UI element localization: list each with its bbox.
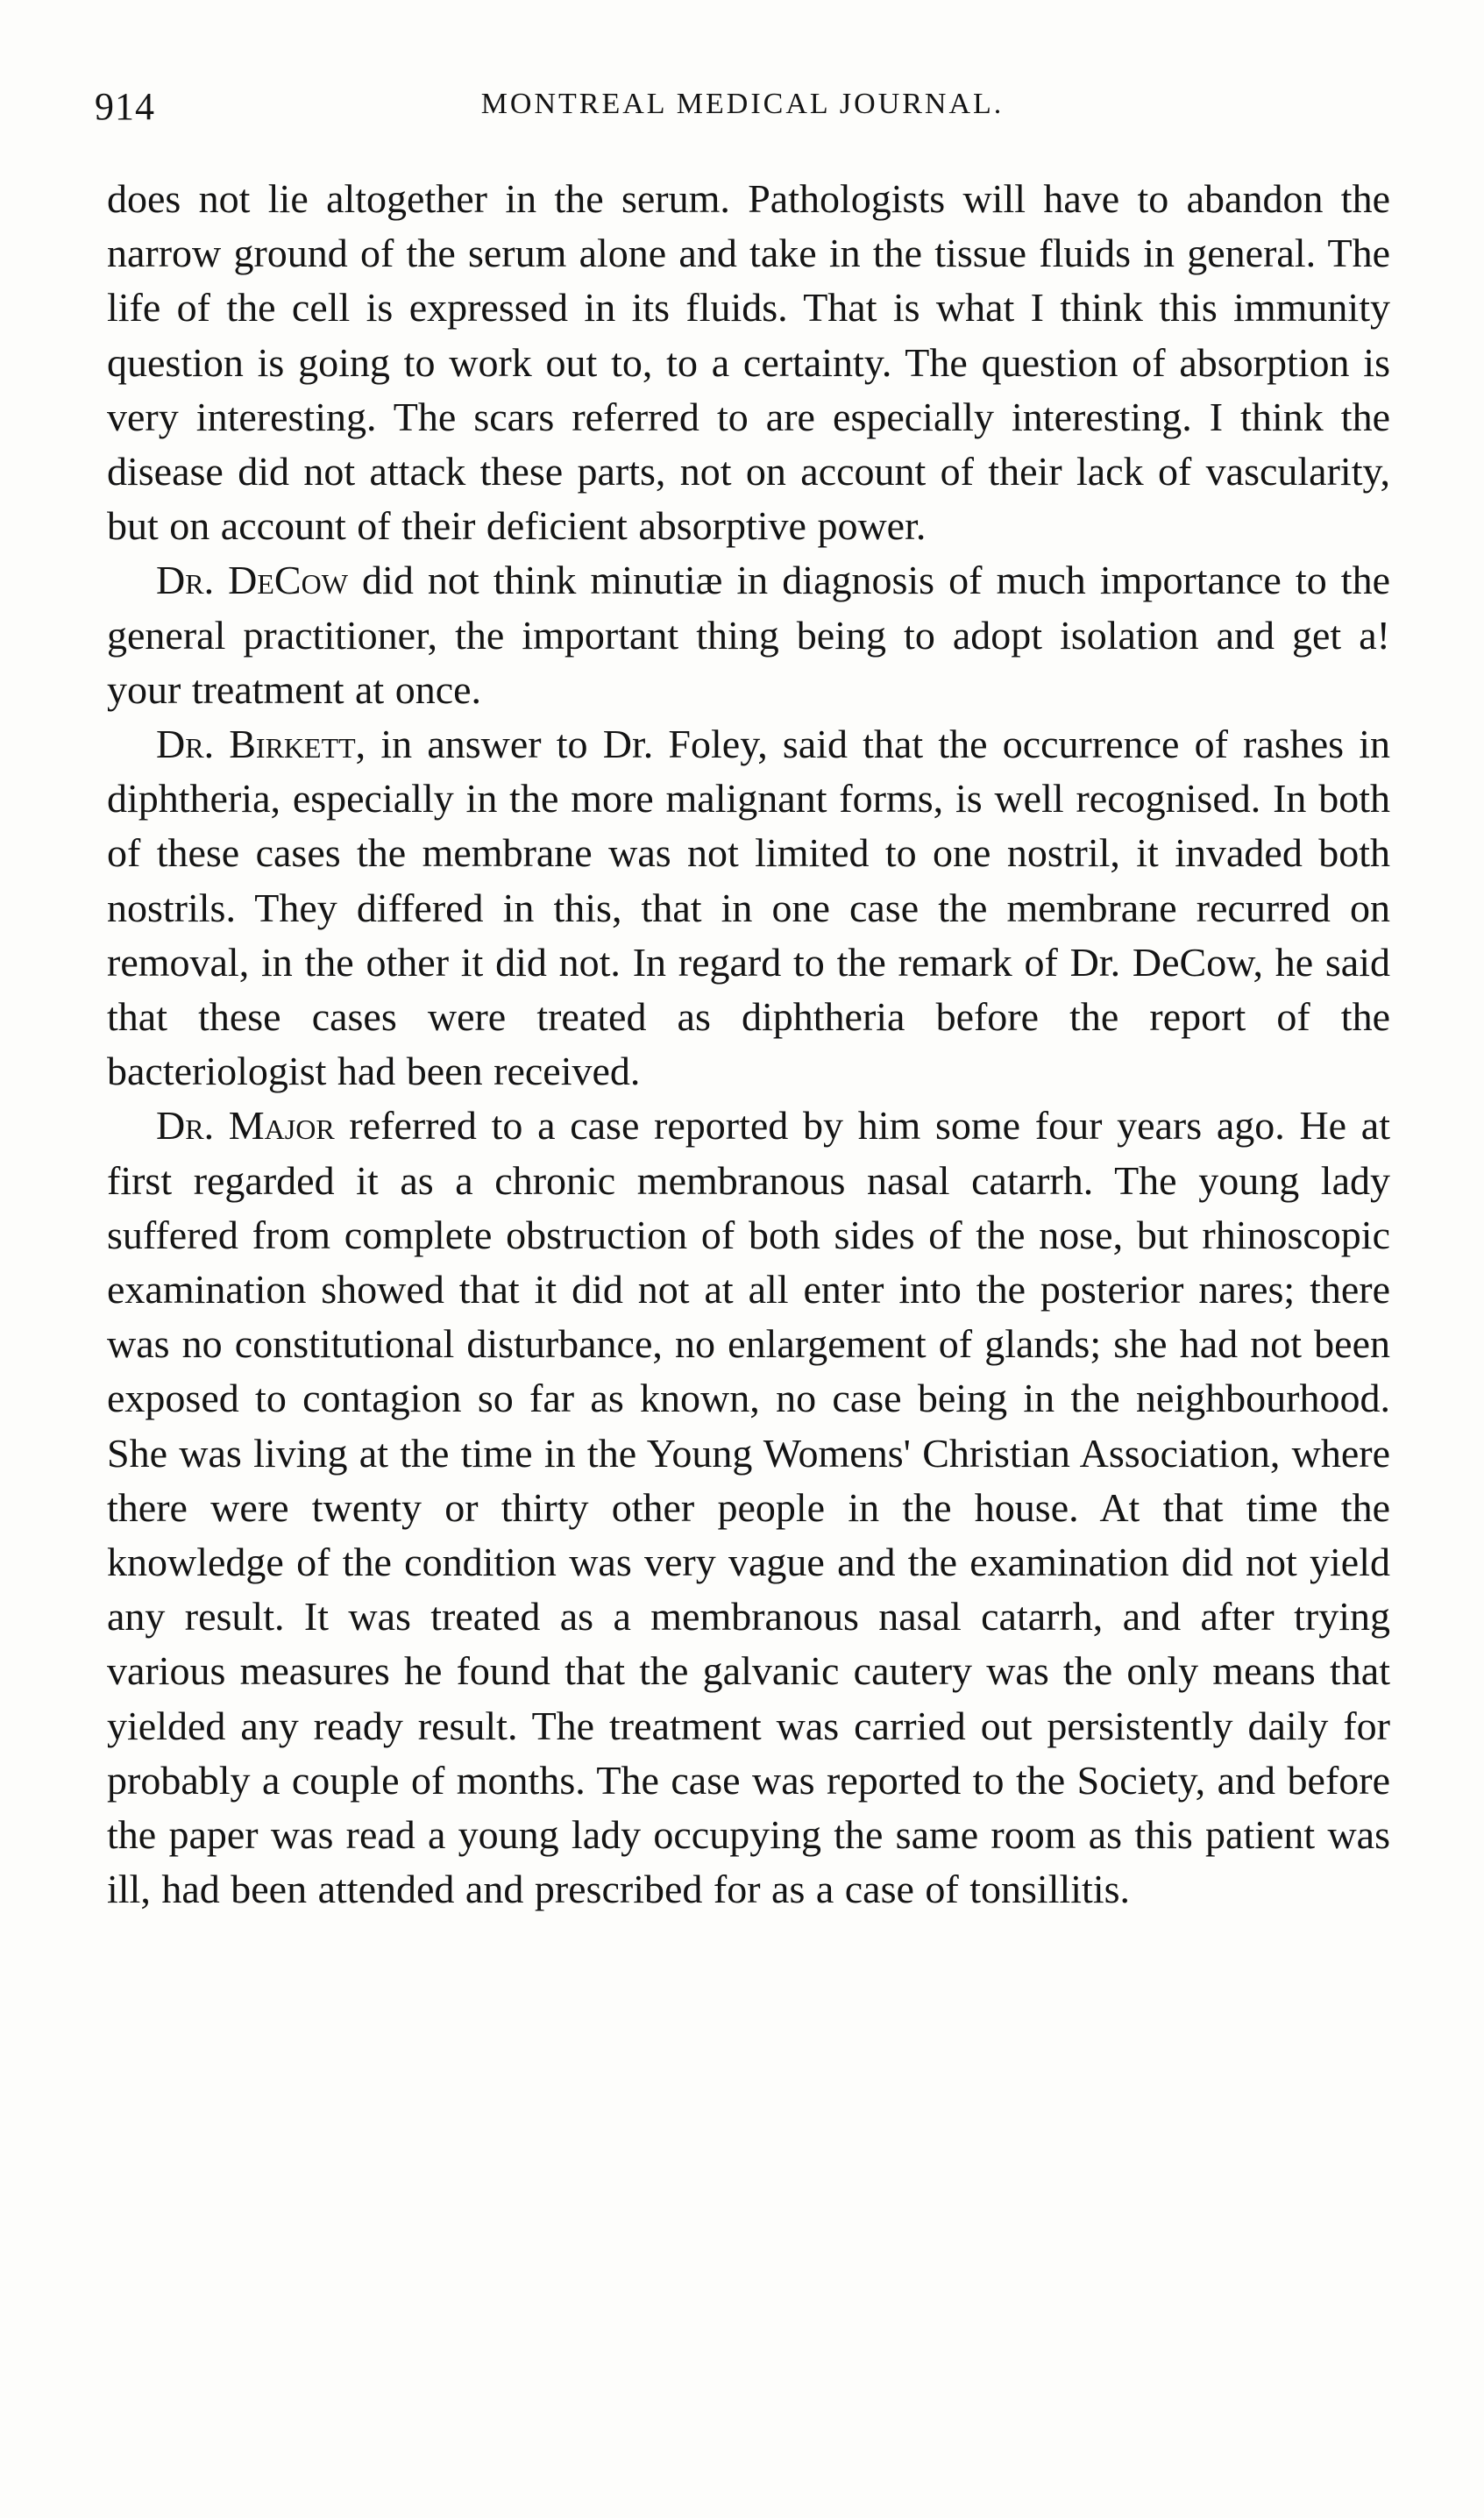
paragraph-birkett — [107, 717, 1390, 1099]
article-body — [107, 172, 1390, 1917]
page-header — [95, 84, 1390, 137]
paragraph-decow — [107, 553, 1390, 717]
speaker-name: Dr. DeCow — [156, 558, 348, 603]
speaker-name: Dr. Birkett, — [156, 722, 366, 767]
paragraph-text: referred to a case reported by him some four years ago. He at first regarded it as a chronic membranous nasal catarrh. The young lady suffered from complete obstruction of both sides of the nose, but rhinoscopic examination showed that it did not at all enter into the posterior nares; there was no constitutional disturbance, no enlargement of glands; she had not been exposed to contagion so far as known, no case being in the neighbourhood. She was living at the time in the Young Womens' Christian Association, where there were twenty or thirty other people in the house. At that time the knowledge of the condition was very vague and the examination did not yield any result. It was treated as a membranous nasal catarrh, and after trying various measures he found that the galvanic cautery was the only means that yielded any ready result. The treatment was carried out persistently daily for probably a couple of months. The case was reported to the Society, and before the paper was read a young lady occupying the same room as this patient was ill, had been attended and prescribed for as a case of tonsillitis. — [107, 1103, 1390, 1912]
speaker-name: Dr. Major — [156, 1103, 335, 1149]
paragraph-text: in answer to Dr. Foley, said that the occurrence of rashes in diphtheria, especially in the more malignant forms, is well recognised. In both of these cases the membrane was not limited to one nostril, it invaded both nostrils. They differed in this, that in one case the membrane recurred on removal, in the other it did not. In regard to the remark of Dr. DeCow, he said that these cases were treated as diphtheria before the report of the bacteriologist had been received. — [107, 722, 1390, 1094]
paragraph-text: does not lie altogether in the serum. Pathologists will have to abandon the narrow ground of the serum alone and take in the tissue fluids in general. The life of the cell is expressed in its fluids. That is what I think this immunity question is going to work out to, to a certainty. The question of absorption is very interesting. The scars referred to are especially interesting. I think the disease did not attack these parts, not on account of their lack of vascularity, but on account of their deficient absorptive power. — [107, 176, 1390, 549]
paragraph-text: did not think minutiæ in diagnosis of much importance to the general practitioner, the important thing being to adopt isolation and get a! your treatment at once. — [107, 558, 1390, 712]
paragraph-continuation — [107, 172, 1390, 553]
paragraph-major — [107, 1099, 1390, 1917]
running-title: MONTREAL MEDICAL JOURNAL. — [480, 88, 1005, 120]
page-number: 914 — [95, 85, 155, 128]
